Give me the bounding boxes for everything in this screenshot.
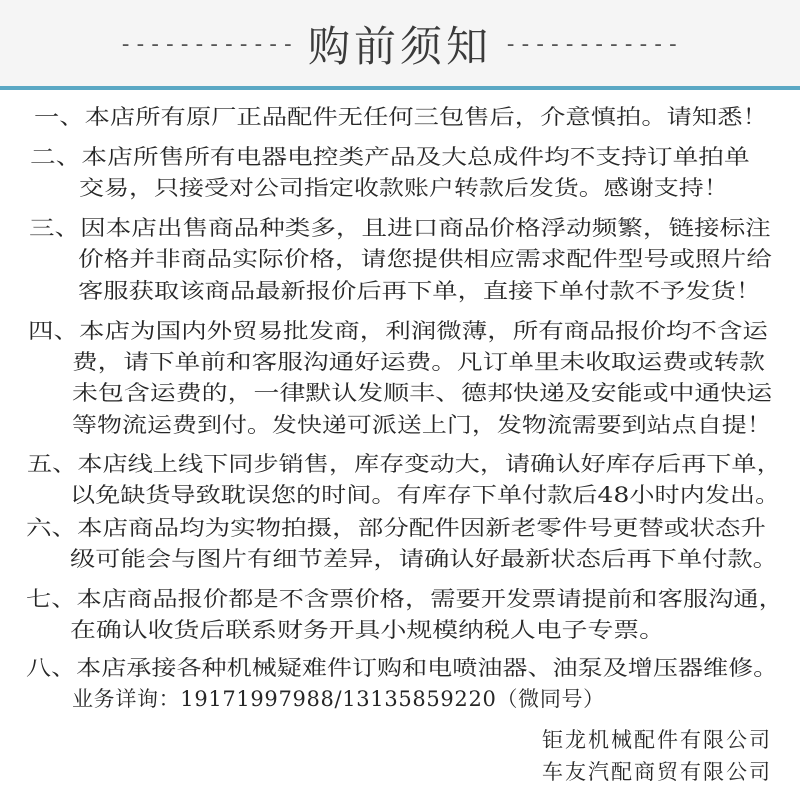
title-dashes-left: ------------	[119, 31, 296, 57]
notice-line: 一、本店所有原厂正品配件无任何三包售后，介意慎拍。请知悉！	[34, 105, 768, 129]
notice-line: 二、本店所售所有电器电控类产品及大总成件均不支持订单拍单	[30, 145, 750, 169]
notice-line: 费，请下单前和客服沟通好运费。凡订单里未收取运费或转款	[72, 350, 765, 374]
notice-line: 六、本店商品均为实物拍摄，部分配件因新老零件号更替或状态升	[26, 516, 766, 540]
company-name-1: 钜龙机械配件有限公司	[542, 728, 772, 752]
notice-line: 以免缺货导致耽误您的时间。有库存下单付款后48小时内发出。	[70, 483, 781, 507]
notice-line: 四、本店为国内外贸易批发商，利润微薄，所有商品报价均不含运	[28, 319, 768, 343]
notice-line: 未包含运费的，一律默认发顺丰、德邦快递及安能或中通快运	[72, 381, 773, 405]
title-dashes-right: ------------	[504, 31, 681, 57]
notice-line: 七、本店商品报价都是不含票价格，需要开发票请提前和客服沟通，	[26, 587, 784, 611]
company-name-2: 车友汽配商贸有限公司	[542, 760, 772, 784]
notice-line: 三、因本店出售商品种类多，且进口商品价格浮动频繁，链接标注	[29, 216, 771, 240]
notice-line: 在确认收货后联系财务开具小规模纳税人电子专票。	[70, 618, 666, 642]
notice-line: 五、本店线上线下同步销售，库存变动大，请确认好库存后再下单，	[27, 452, 782, 476]
notice-line: 等物流运费到付。发快递可派送上门，发物流需要到站点自提！	[72, 413, 772, 437]
notice-line: 价格并非商品实际价格，请您提供相应需求配件型号或照片给	[78, 247, 773, 271]
notice-line: 级可能会与图片有细节差异，请确认好最新状态后再下单付款。	[70, 547, 778, 571]
notice-line: 八、本店承接各种机械疑难件订购和电喷油器、油泵及增压器维修。	[26, 656, 779, 680]
page-title: 购前须知	[307, 22, 492, 71]
notice-line: 交易，只接受对公司指定收款账户转款后发货。感谢支持！	[79, 176, 729, 200]
notice-line: 客服获取该商品最新报价后再下单，直接下单付款不予发货！	[78, 279, 762, 303]
contact-line: 业务详询：19171997988/13135859220（微同号）	[72, 687, 605, 711]
